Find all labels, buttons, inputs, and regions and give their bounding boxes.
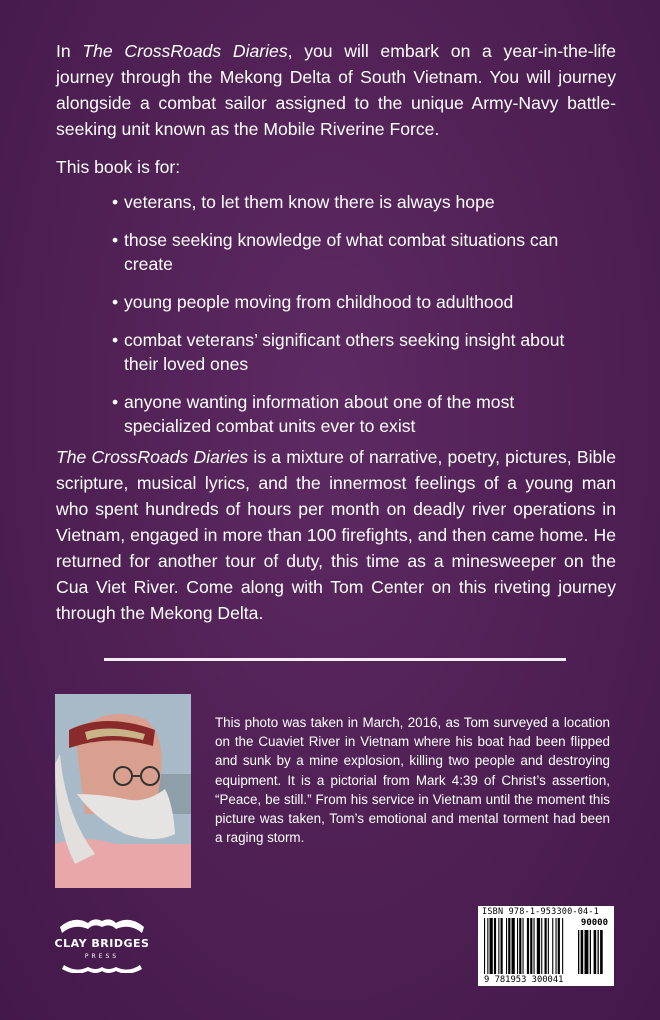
list-item: • young people moving from childhood to adulthood <box>112 292 514 312</box>
barcode-digits: 9 781953 300041 <box>484 975 564 985</box>
bullet-icon: • <box>112 230 119 250</box>
audience-list <box>112 190 582 452</box>
audience-label: This book is for: <box>56 157 181 177</box>
barcode-bars <box>478 906 614 986</box>
bullet-icon: • <box>112 292 119 312</box>
list-item: • combat veterans’ significant others seeking insight about their loved ones <box>112 330 565 374</box>
photo-caption: This photo was taken in March, 2016, as Tom surveyed a location on the Cuaviet River in Vietnam where his boat had been flipped and sunk by a mine explosion, killing two people and destroying equipment. It is a pictorial from Mark 4:39 of Christ’s assertion, “Peace, be still.” From his service in Vietnam until the moment this picture was taken, Tom’s emotional and mental torment had been a raging storm. <box>215 715 610 846</box>
bullet-icon: • <box>112 392 119 412</box>
bullet-icon: • <box>112 330 119 350</box>
summary-paragraph <box>56 444 616 626</box>
book-title-intro: The CrossRoads Diaries <box>82 41 288 61</box>
intro-prefix: In <box>56 41 83 61</box>
summary-text: is a mixture of narrative, poetry, pictures, Bible scripture, musical lyrics, and the innermost feelings of a young man who spent hundreds of hours per month on deadly river operations in Vietnam, engaged in more than 100 firefights, and then came home. He returned for another tour of duty, this time as a minesweeper on the Cua Viet River. Come along with Tom Center on this riveting journey through the Mekong Delta. <box>56 447 616 623</box>
publisher-sub: PRESS <box>84 953 120 960</box>
author-photo <box>55 694 191 888</box>
intro-paragraph <box>56 38 616 142</box>
isbn-barcode <box>478 906 614 986</box>
intro-text: , you will embark on a year-in-the-life journey through the Mekong Delta of South Vietnam. You will journey alongside a combat sailor assigned to the unique Army-Navy battle-seeking unit known as the Mobile Riverine Force. <box>56 41 616 139</box>
divider <box>104 658 566 661</box>
publisher-name: CLAY BRIDGES <box>54 937 150 950</box>
price-code: 90000 <box>580 918 608 928</box>
bullet-icon: • <box>112 192 119 212</box>
book-title-summary: The CrossRoads Diaries <box>56 447 249 467</box>
list-item: • veterans, to let them know there is always hope <box>112 192 495 212</box>
publisher-logo <box>54 913 150 973</box>
list-item: • those seeking knowledge of what combat situations can create <box>112 230 559 274</box>
list-item: • anyone wanting information about one of the most specialized combat units ever to exist <box>112 392 515 436</box>
isbn-number: ISBN 978-1-953300-04-1 <box>482 907 599 917</box>
